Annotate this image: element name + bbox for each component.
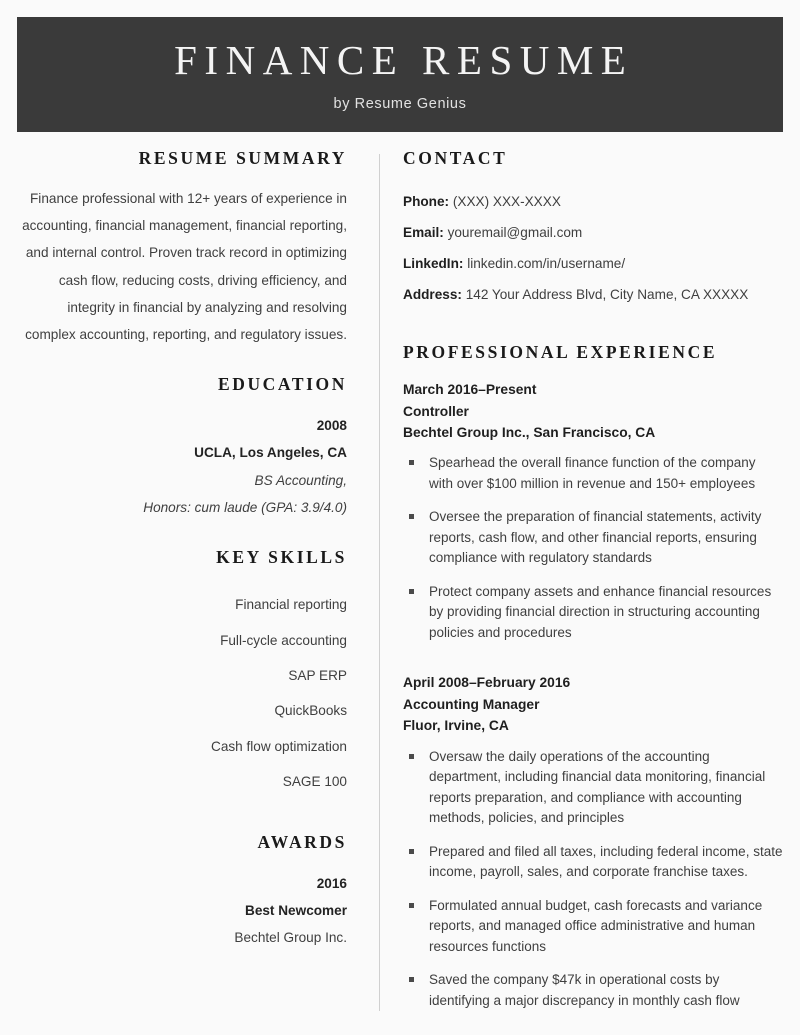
right-column [380, 148, 783, 1011]
experience-job [403, 672, 783, 1011]
resume-body [17, 148, 783, 1011]
education-year: 2008 [316, 418, 347, 434]
awards-entry [17, 870, 347, 952]
section-awards [17, 832, 347, 952]
contact-row-email [403, 217, 783, 248]
job-bullet-list [403, 453, 783, 643]
contact-heading: CONTACT [403, 148, 508, 168]
section-contact [403, 148, 783, 310]
award-name: Best Newcomer [245, 903, 347, 919]
job-title: Controller [403, 403, 469, 419]
experience-job [403, 379, 783, 643]
list-item: QuickBooks [274, 703, 347, 719]
contact-row-address [403, 279, 783, 310]
awards-heading: AWARDS [257, 831, 347, 852]
contact-label: Phone: [403, 194, 450, 209]
education-entry [17, 412, 347, 521]
contact-row-linkedin [403, 248, 783, 279]
contact-value: (XXX) XXX-XXXX [452, 194, 561, 209]
list-item: Formulated annual budget, cash forecasts and variance reports, and managed office administrative and human resources functions [403, 896, 783, 958]
section-resume-summary [17, 148, 347, 348]
award-year: 2016 [316, 875, 347, 891]
education-degree: BS Accounting, [254, 472, 347, 488]
list-item: Cash flow optimization [211, 738, 347, 754]
resume-summary-text: Finance professional with 12+ years of experience in accounting, financial management, financial reporting, and internal control. Proven track record in optimizing cash flow, reducing costs, driving efficiency, and integrity in financial by analyzing and resolving complex accounting, reporting, and regulatory issues. [22, 191, 347, 342]
contact-label: Email: [403, 225, 444, 241]
education-honors: Honors: cum laude (GPA: 3.9/4.0) [143, 499, 347, 515]
education-heading: EDUCATION [217, 374, 347, 395]
education-school: UCLA, Los Angeles, CA [194, 445, 347, 461]
contact-label: LinkedIn: [403, 256, 464, 272]
job-company: Fluor, Irvine, CA [403, 718, 509, 734]
contact-value[interactable]: youremail@gmail.com [447, 225, 583, 241]
resume-header-banner [17, 17, 783, 132]
contact-row-phone [403, 186, 783, 217]
job-dates: April 2008–February 2016 [403, 675, 571, 691]
left-column [17, 148, 347, 952]
contact-label: Address: [403, 287, 462, 303]
contact-value[interactable]: linkedin.com/in/username/ [467, 256, 626, 272]
experience-heading: PROFESSIONAL EXPERIENCE [403, 342, 718, 363]
list-item: SAGE 100 [282, 774, 347, 790]
key-skills-list [17, 588, 347, 800]
list-item: Spearhead the overall finance function of the company with over $100 million in revenue and 150+ employees [403, 453, 783, 494]
job-company: Bechtel Group Inc., San Francisco, CA [403, 424, 656, 440]
award-organization: Bechtel Group Inc. [234, 930, 347, 946]
contact-value: 142 Your Address Blvd, City Name, CA XXXXX [465, 287, 749, 303]
job-title: Accounting Manager [403, 696, 540, 712]
key-skills-heading: KEY SKILLS [216, 546, 347, 567]
resume-subtitle: by Resume Genius [333, 95, 467, 112]
section-key-skills [17, 547, 347, 800]
job-dates: March 2016–Present [403, 382, 537, 398]
section-education [17, 374, 347, 521]
job-bullet-list [403, 747, 783, 1012]
list-item: Oversaw the daily operations of the accounting department, including financial data monitoring, financial reports preparation, and compliance with accounting methods, policies, and principles [403, 747, 783, 829]
contact-list [403, 186, 783, 310]
resume-title: FINANCE RESUME [174, 37, 634, 84]
list-item: Protect company assets and enhance financial resources by providing financial direction in structuring accounting policies and procedures [403, 582, 783, 644]
resume-summary-heading: RESUME SUMMARY [138, 148, 347, 168]
list-item: Prepared and filed all taxes, including federal income, state income, payroll, sales, and corporate franchise taxes. [403, 842, 783, 883]
list-item: Full-cycle accounting [220, 632, 347, 648]
section-professional-experience [403, 342, 783, 1011]
list-item: Saved the company $47k in operational costs by identifying a major discrepancy in monthly cash flow [403, 970, 783, 1011]
list-item: Oversee the preparation of financial statements, activity reports, cash flow, and other financial reports, ensuring compliance with regulatory standards [403, 507, 783, 569]
list-item: Financial reporting [235, 597, 347, 613]
list-item: SAP ERP [288, 668, 347, 684]
